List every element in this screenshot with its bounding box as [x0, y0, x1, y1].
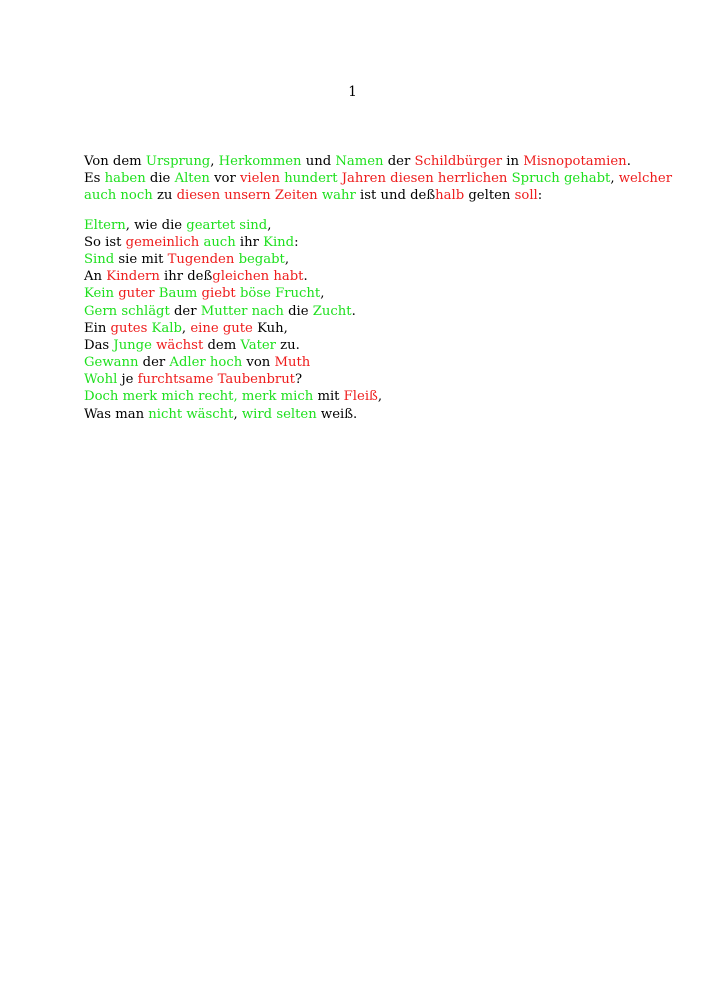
poem-line: [84, 337, 624, 354]
poem-line: [84, 268, 624, 285]
text-segment: mit: [313, 389, 344, 405]
text-segment: Von dem: [84, 154, 146, 169]
text-segment: Namen: [335, 154, 384, 169]
text-segment: Vater: [240, 337, 276, 353]
text-segment: :: [294, 234, 299, 250]
poem-line: [84, 234, 624, 251]
text-segment: gemeinlich: [125, 234, 200, 250]
text-segment: ihr: [235, 234, 264, 250]
text-segment: .: [626, 154, 631, 169]
text-segment: An: [84, 269, 107, 285]
text-segment: Gern schlägt: [84, 303, 170, 319]
text-segment: vor: [209, 171, 240, 187]
text-segment: eine gute: [190, 320, 253, 336]
intro-paragraph: [84, 153, 673, 205]
text-segment: guter: [118, 286, 155, 302]
text-segment: Sind: [84, 251, 115, 267]
text-segment: Kalb: [151, 320, 182, 336]
text-segment: wahr: [321, 188, 356, 204]
text-segment: Zucht: [312, 303, 352, 319]
text-segment: der: [169, 303, 201, 319]
text-segment: Kind: [263, 234, 295, 250]
text-segment: Tugenden: [167, 251, 235, 267]
text-segment: auch noch: [84, 188, 153, 204]
text-segment: Baum: [158, 286, 198, 302]
text-segment: , wie die: [125, 217, 187, 233]
poem-line: [84, 303, 624, 320]
text-segment: Misnopotamien: [523, 154, 627, 169]
page-number: 1: [348, 84, 357, 100]
text-segment: der: [383, 154, 415, 169]
text-segment: ,: [377, 389, 383, 405]
text-segment: Das: [84, 337, 114, 353]
text-segment: ,: [320, 286, 325, 302]
text-segment: .: [351, 303, 356, 319]
poem-line: [84, 251, 624, 268]
text-segment: sie mit: [114, 251, 168, 267]
text-segment: und: [301, 154, 336, 169]
text-segment: auch: [203, 234, 236, 250]
poem-line: [84, 285, 624, 302]
text-segment: Alten: [174, 171, 210, 187]
text-segment: Es: [84, 171, 105, 187]
text-segment: Mutter nach: [200, 303, 284, 319]
text-segment: wächst: [156, 337, 204, 353]
text-segment: nicht wäscht: [148, 406, 234, 422]
poem-line: [84, 406, 624, 423]
text-segment: :: [537, 188, 543, 204]
text-segment: ,: [210, 154, 219, 169]
text-segment: Spruch gehabt: [511, 171, 611, 187]
text-segment: Eltern: [84, 217, 126, 233]
text-segment: wird selten: [241, 406, 317, 422]
text-segment: die: [145, 171, 175, 187]
poem-line: [84, 371, 624, 388]
text-segment: ,: [233, 406, 242, 422]
text-segment: Ein: [84, 320, 111, 336]
text-segment: .: [303, 269, 308, 285]
text-segment: der: [138, 355, 170, 371]
text-segment: böse Frucht: [239, 286, 321, 302]
text-segment: dem: [203, 337, 241, 353]
text-segment: giebt: [201, 286, 236, 302]
text-segment: hundert: [284, 171, 338, 187]
paragraph-gap: [84, 205, 624, 217]
text-segment: Gewann: [84, 355, 139, 371]
text-segment: weiß.: [316, 406, 358, 422]
text-segment: ,: [284, 251, 290, 267]
poem-line: [84, 320, 624, 337]
text-segment: halb: [435, 188, 465, 204]
text-segment: ?: [295, 372, 303, 388]
text-segment: in: [502, 154, 524, 169]
poem-line: [84, 388, 624, 405]
text-segment: So ist: [84, 234, 126, 250]
text-segment: Was man: [84, 406, 149, 422]
text-segment: vielen: [239, 171, 280, 187]
text-segment: von: [242, 355, 275, 371]
text-segment: Kuh,: [252, 320, 288, 336]
text-line: [84, 187, 624, 204]
text-segment: Ursprung: [145, 154, 211, 169]
text-segment: Herkommen: [218, 154, 302, 169]
text-segment: Kein: [84, 286, 115, 302]
text-segment: welcher: [618, 171, 673, 187]
text-segment: diesen unsern Zeiten: [176, 188, 318, 204]
text-segment: zu: [152, 188, 177, 204]
text-segment: Muth: [274, 355, 311, 371]
text-segment: gutes: [110, 320, 148, 336]
text-segment: gleichen habt: [212, 269, 304, 285]
text-segment: ,: [610, 171, 619, 187]
text-segment: je: [117, 372, 138, 388]
poem-stanza: [84, 217, 624, 423]
text-segment: Kindern: [106, 269, 160, 285]
text-segment: Fleiß: [343, 389, 378, 405]
text-segment: ihr deß: [159, 269, 213, 285]
text-segment: soll: [514, 188, 538, 204]
text-segment: furchtsame Taubenbrut: [137, 372, 295, 388]
text-segment: ,: [267, 217, 272, 233]
text-segment: ist und deß: [355, 188, 436, 204]
document-body: [84, 153, 673, 423]
text-segment: zu.: [275, 337, 300, 353]
text-segment: Wohl: [84, 372, 118, 388]
text-segment: Jahren diesen herrlichen: [341, 171, 508, 187]
text-segment: haben: [104, 171, 146, 187]
text-segment: gelten: [464, 188, 515, 204]
text-segment: Junge: [113, 337, 152, 353]
text-segment: begabt: [238, 251, 285, 267]
text-segment: Schildbürger: [414, 154, 503, 169]
text-segment: geartet sind: [186, 217, 268, 233]
text-segment: Doch merk mich recht, merk mich: [84, 389, 314, 405]
text-line: [84, 170, 673, 187]
poem-line: [84, 217, 624, 234]
text-segment: die: [283, 303, 313, 319]
poem-line: [84, 354, 624, 371]
text-segment: Adler hoch: [169, 355, 243, 371]
text-line: [84, 153, 631, 170]
text-segment: ,: [181, 320, 191, 336]
